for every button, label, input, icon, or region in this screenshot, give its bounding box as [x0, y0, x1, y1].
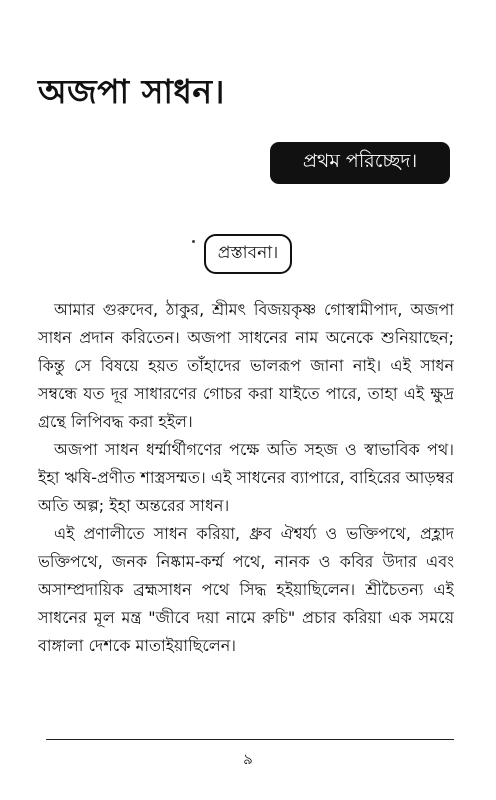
text-line: অসাম্প্রদায়িক ব্রহ্মসাধন পথে সিদ্ধ হইয়াছিলেন। শ্রীচৈতন্য এই	[38, 580, 454, 599]
text-line: এই প্রণালীতে সাধন করিয়া, ধ্রুব ঐশ্বর্য্য ও ভক্তিপথে, প্রহ্লাদ	[54, 524, 454, 543]
body-text	[38, 296, 454, 660]
chapter-heading-box	[270, 142, 450, 184]
text-line: সাধনের মূল মন্ত্র "জীবে দয়া নামে রুচি" প্রচার করিয়া এক সময়ে	[38, 608, 454, 627]
text-line: ইহা ঋষি-প্রণীত শাস্ত্রসম্মত। এই সাধনের ব্যাপারে, বাহিরের আড়ম্বর	[38, 468, 454, 487]
text-line: অতি অল্প; ইহা অন্তরের সাধন।	[38, 496, 230, 515]
section-heading: প্রস্তাবনা।	[204, 234, 292, 274]
chapter-heading: প্রথম পরিচ্ছেদ।	[302, 150, 418, 172]
text-line: বাঙ্গালা দেশকে মাতাইয়াছিলেন।	[38, 636, 236, 655]
text-line: গ্রন্থে লিপিবদ্ধ করা হইল।	[38, 412, 193, 431]
text-line: সাধন প্রদান করিতেন। অজপা সাধনের নাম অনেকে শুনিয়াছেন;	[38, 328, 454, 347]
footer-rule	[46, 739, 454, 740]
text-line: কিন্তু সে বিষয়ে হয়ত তাঁহাদের ভালরূপ জানা নাই। এই সাধন	[38, 356, 454, 375]
text-line: আমার গুরুদেব, ঠাকুর, শ্রীমৎ বিজয়কৃষ্ণ গোস্বামীপাদ, অজপা	[54, 300, 454, 319]
section-heading-wrap	[0, 234, 496, 274]
text-line: অজপা সাধন ধর্ম্মার্থীগণের পক্ষে অতি সহজ ও স্বাভাবিক পথ।	[54, 440, 454, 459]
page-title: অজপা সাধন।	[38, 72, 225, 111]
text-line: সম্বন্ধে যত দূর সাধারণের গোচর করা যাইতে পারে, তাহা এই ক্ষুদ্র	[38, 384, 454, 403]
text-line: ভক্তিপথে, জনক নিষ্কাম-কর্ম্ম পথে, নানক ও কবির উদার এবং	[38, 552, 454, 571]
page-number: ৯	[243, 750, 253, 768]
